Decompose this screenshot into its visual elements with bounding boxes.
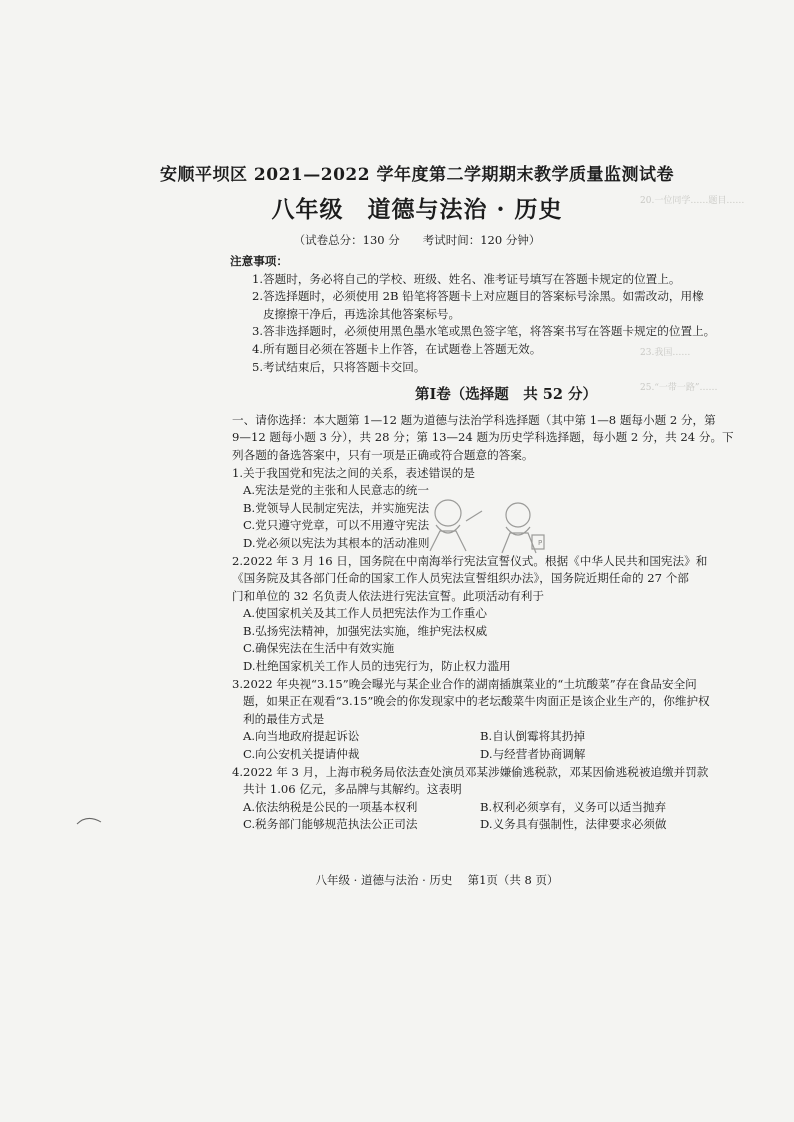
bleed-through-text: 25.“一带一路”…… <box>640 383 718 393</box>
option-row <box>243 816 780 834</box>
option-c: C.党只遵守党章，可以不用遵守宪法 <box>243 518 430 533</box>
question-stem: 1.关于我国党和宪法之间的关系，表述错误的是 <box>232 465 475 480</box>
question-stem: 2.2022 年 3 月 16 日，国务院在中南海举行宪法宣誓仪式。根据《中华人民共和国宪法》和 <box>232 553 708 568</box>
note-item: 3.答非选择题时，必须使用黑色墨水笔或黑色签字笔，将答案书写在答题卡规定的位置上。 <box>252 324 716 339</box>
question-stem-continued: 《国务院及其各部门任命的国家工作人员宪法宣誓组织办法》，国务院近期任命的 27 个部 <box>232 571 689 586</box>
option-d: D.杜绝国家机关工作人员的违宪行为，防止权力滥用 <box>243 659 511 674</box>
option-a: A.依法纳税是公民的一项基本权利 <box>243 799 418 814</box>
bleed-through-text: 20.一位同学……题目…… <box>640 196 745 206</box>
question-stem: 3.2022 年央视“3.15”晚会曝光与某企业合作的湖南插旗菜业的“土坑酸菜”存在食品安全问 <box>232 676 697 691</box>
note-item-continued: 皮擦擦干净后，再选涂其他答案标号。 <box>263 306 461 321</box>
question-3 <box>232 676 780 764</box>
svg-text:P: P <box>538 539 543 547</box>
option-b: B.权利必须享有，义务可以适当抛弃 <box>480 799 667 814</box>
option-d: D.义务具有强制性，法律要求必须做 <box>480 817 667 832</box>
question-4 <box>232 764 780 834</box>
option-a: A.向当地政府提起诉讼 <box>243 729 360 744</box>
note-item: 1.答题时，务必将自己的学校、班级、姓名、准考证号填写在答题卡规定的位置上。 <box>252 271 681 286</box>
instruction-line: 一、请你选择：本大题第 1—12 题为道德与法治学科选择题（其中第 1—8 题每小题 2 分，第 <box>232 412 716 427</box>
option-c: C.确保宪法在生活中有效实施 <box>243 641 395 656</box>
question-stem-continued: 题，如果正在观看“3.15”晚会的你发现家中的老坛酸菜牛肉面正是该企业生产的，你维护权 <box>243 694 710 709</box>
option-b: B.自认倒霉将其扔掉 <box>480 729 585 744</box>
option-c: C.向公安机关提请仲裁 <box>243 747 360 762</box>
option-b: B.弘扬宪法精神，加强宪法实施，维护宪法权威 <box>243 623 488 638</box>
notes-title: 注意事项： <box>230 254 288 268</box>
pen-mark <box>75 812 105 832</box>
section-title: 第Ⅰ卷（选择题 共 52 分） <box>414 386 598 404</box>
instruction-line: 列各题的备选答案中，只有一项是正确或符合题意的答案。 <box>232 447 534 462</box>
note-item: 2.答选择题时，必须使用 2B 铅笔将答题卡上对应题目的答案标号涂黑。如需改动，用橡 <box>252 289 704 304</box>
option-a: A.宪法是党的主张和人民意志的统一 <box>243 483 429 498</box>
exam-info: （试卷总分：130 分 考试时间：120 分钟） <box>293 233 541 247</box>
note-item: 4.所有题目必须在答题卡上作答，在试题卷上答题无效。 <box>252 341 542 356</box>
note-item: 5.考试结束后，只将答题卡交回。 <box>252 359 426 374</box>
question-2 <box>232 553 780 676</box>
instruction-line: 9—12 题每小题 3 分），共 28 分；第 13—24 题为历史学科选择题，每小题 2 分，共 24 分。下 <box>232 430 734 445</box>
option-row <box>243 799 780 817</box>
page-footer: 八年级 · 道德与法治 · 历史 第1页（共 8 页） <box>315 873 559 887</box>
subject-title: 八年级 道德与法治 · 历史 <box>271 196 563 223</box>
option-a: A.使国家机关及其工作人员把宪法作为工作重心 <box>243 606 487 621</box>
question-stem-continued: 共计 1.06 亿元，多品牌与其解约。这表明 <box>243 782 462 797</box>
school-title: 安顺平坝区 2021—2022 学年度第二学期期末教学质量监测试卷 <box>160 165 674 185</box>
question-stem: 4.2022 年 3 月，上海市税务局依法查处演员邓某涉嫌偷逃税款，邓某因偷逃税被追缴并罚款 <box>232 764 709 779</box>
question-stem-continued: 门和单位的 32 名负责人依法进行宪法宣誓。此项活动有利于 <box>232 588 544 603</box>
option-row <box>243 746 780 764</box>
question-stem-continued: 利的最佳方式是 <box>243 711 325 726</box>
bleed-through-text: 23.我国…… <box>640 348 691 358</box>
option-d: D.与经营者协商调解 <box>480 747 586 762</box>
section-instruction <box>232 412 780 465</box>
cartoon-illustration <box>420 491 550 561</box>
option-d: D.党必须以宪法为其根本的活动准则 <box>243 535 430 550</box>
option-c: C.税务部门能够规范执法公正司法 <box>243 817 418 832</box>
option-row <box>243 728 780 746</box>
option-b: B.党领导人民制定宪法，并实施宪法 <box>243 500 430 515</box>
